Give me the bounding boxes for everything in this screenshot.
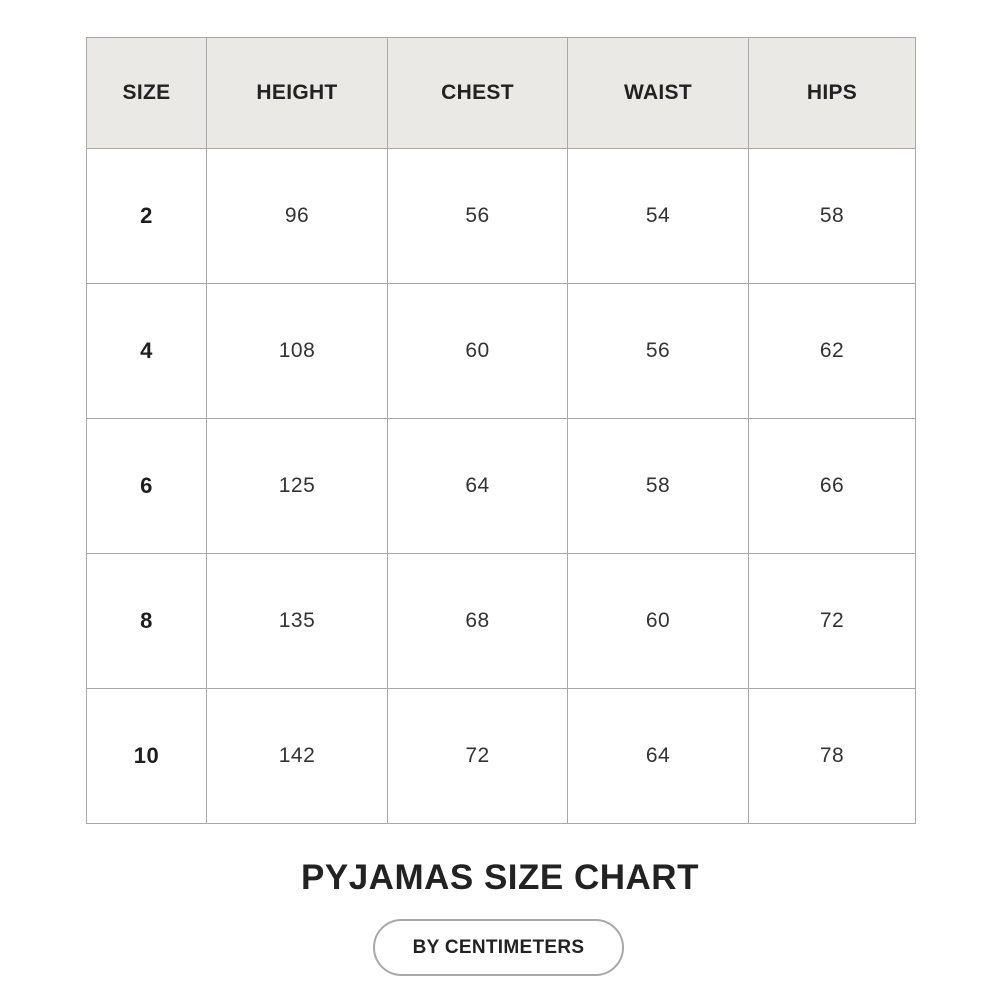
waist-cell: 60	[568, 554, 749, 689]
chest-cell: 72	[388, 689, 568, 824]
chest-cell: 60	[388, 284, 568, 419]
header-waist: WAIST	[568, 38, 749, 149]
chest-cell: 64	[388, 419, 568, 554]
waist-cell: 54	[568, 149, 749, 284]
header-size: SIZE	[87, 38, 207, 149]
chest-cell: 56	[388, 149, 568, 284]
height-cell: 108	[207, 284, 388, 419]
unit-toggle-label: BY CENTIMETERS	[412, 936, 585, 958]
hips-cell: 58	[749, 149, 916, 284]
hips-cell: 62	[749, 284, 916, 419]
header-row	[87, 38, 916, 149]
table-row	[87, 149, 916, 284]
hips-cell: 72	[749, 554, 916, 689]
height-cell: 125	[207, 419, 388, 554]
table-body	[87, 149, 916, 824]
hips-cell: 66	[749, 419, 916, 554]
table-header	[87, 38, 916, 149]
header-chest: CHEST	[388, 38, 568, 149]
size-cell: 6	[87, 419, 207, 554]
table-row	[87, 419, 916, 554]
height-cell: 135	[207, 554, 388, 689]
header-height: HEIGHT	[207, 38, 388, 149]
size-cell: 4	[87, 284, 207, 419]
unit-toggle-button[interactable]	[373, 919, 624, 976]
table-row	[87, 284, 916, 419]
waist-cell: 64	[568, 689, 749, 824]
size-chart-table	[86, 37, 916, 824]
size-cell: 2	[87, 149, 207, 284]
table-row	[87, 689, 916, 824]
hips-cell: 78	[749, 689, 916, 824]
size-cell: 8	[87, 554, 207, 689]
table-row	[87, 554, 916, 689]
page-title: PYJAMAS SIZE CHART	[301, 858, 699, 897]
chest-cell: 68	[388, 554, 568, 689]
size-cell: 10	[87, 689, 207, 824]
height-cell: 142	[207, 689, 388, 824]
waist-cell: 58	[568, 419, 749, 554]
waist-cell: 56	[568, 284, 749, 419]
header-hips: HIPS	[749, 38, 916, 149]
height-cell: 96	[207, 149, 388, 284]
